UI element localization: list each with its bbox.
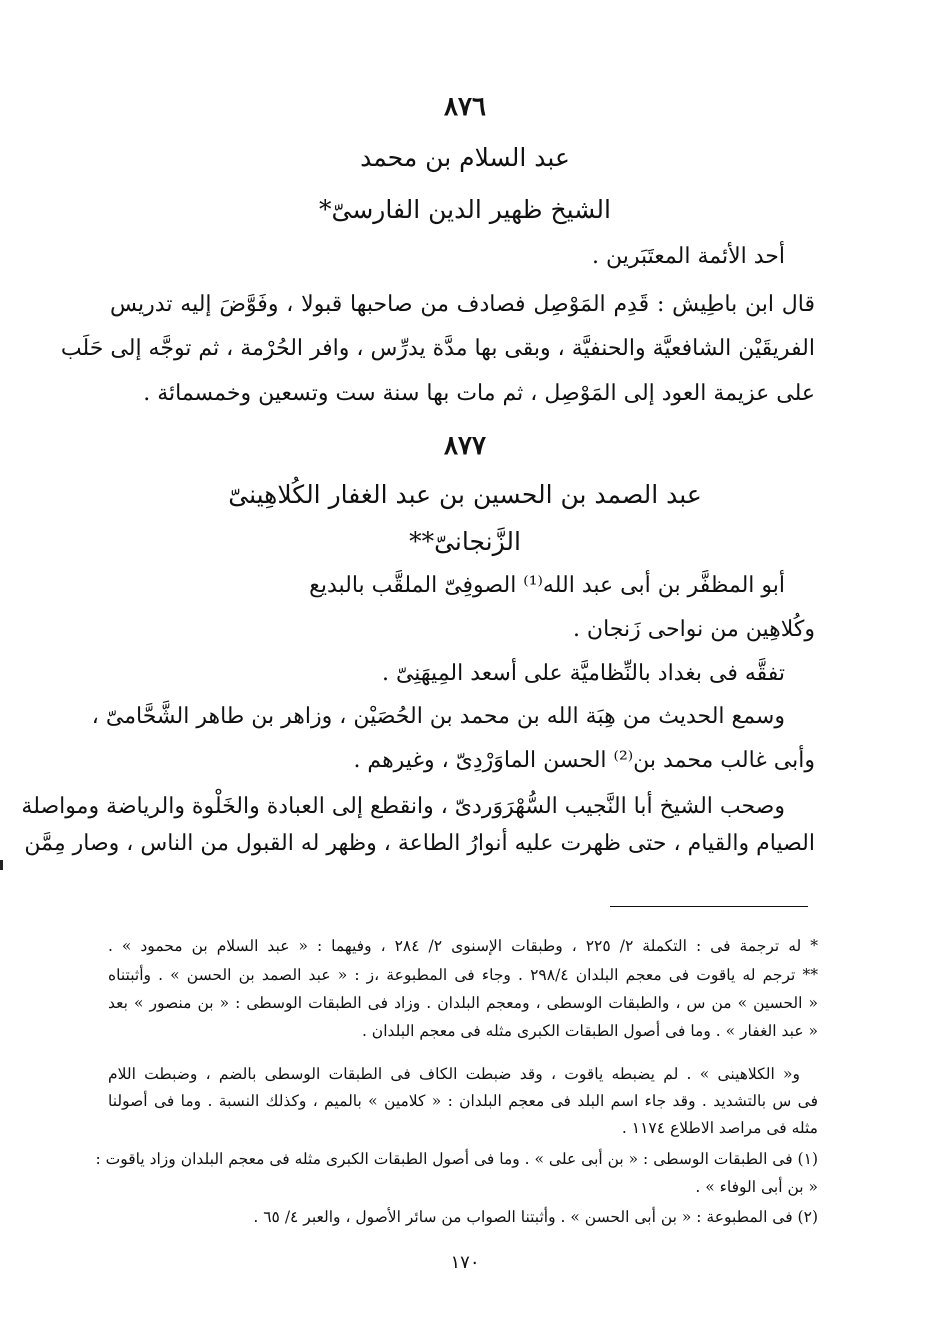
entry-877-number: ٨٧٧ (444, 431, 486, 461)
entry-876-title: الشيخ ظهير الدين الفارسىّ* (318, 195, 611, 224)
entry-877-line-3: تفقَّه فى بغداد بالنِّظاميَّة على أسعد المِيهَنِىّ . (381, 661, 785, 686)
entry-877-line-1: أبو المظفَّر بن أبى عبد الله⁽¹⁾ الصوفِىّ الملقَّب بالبديع (309, 573, 785, 598)
entry-876-line-4: على عزيمة العود إلى المَوْصِل ، ثم مات بها سنة ست وتسعين وخمسمائة . (143, 381, 815, 406)
entry-877-name: عبد الصمد بن الحسين بن عبد الغفار الكُلاهِينىّ (228, 480, 702, 509)
entry-876-number: ٨٧٦ (444, 92, 486, 122)
footnote-1: (١) فى الطبقات الوسطى : « بن أبى على » . وما فى أصول الطبقات الكبرى مثله فى معجم البلدان وزاد ياقوت : (95, 1150, 818, 1168)
footnote-star-2-cont-3: و« الكلاهينى » . لم يضبطه ياقوت ، وقد ضبطت الكاف فى الطبقات الوسطى بالضم ، وضبطت اللام (108, 1065, 800, 1083)
entry-876-line-3: الفريقَيْن الشافعيَّة والحنفيَّة ، وبقى بها مدَّة يدرِّس ، وافر الحُرْمة ، ثم توجَّه إلى حَلَب (60, 336, 815, 361)
scan-edge-mark (0, 860, 3, 870)
footnote-star-1: * له ترجمة فى : التكملة ٢/ ٢٢٥ ، وطبقات الإسنوى ٢/ ٢٨٤ ، وفيهما : « عبد السلام بن محمود » . (108, 937, 818, 955)
entry-876-line-2: قال ابن باطِيش : قَدِم المَوْصِل فصادف من صاحبها قبولا ، وفَوَّضَ إليه تدريس (110, 292, 815, 317)
entry-876-name: عبد السلام بن محمد (360, 143, 570, 172)
footnote-star-2: ** ترجم له ياقوت فى معجم البلدان ٢٩٨/٤ . وجاء فى المطبوعة ،ز : « عبد الصمد بن الحسن » . وأثبتناه (108, 966, 818, 984)
entry-877-line-6: وصحب الشيخ أبا النَّجيب السُّهْرَوَردىّ ، وانقطع إلى العبادة والخَلْوة والرياضة ومواصلة (21, 794, 785, 819)
entry-876-line-1: أحد الأئمة المعتَبَرين . (592, 244, 785, 269)
entry-877-line-2: وكُلاهِين من نواحى زَنجان . (572, 617, 815, 642)
entry-877-line-4: وسمع الحديث من هِبَة الله بن محمد بن الحُصَيْن ، وزاهر بن طاهر الشَّحَّامىّ ، (91, 704, 785, 729)
footnote-2: (٢) فى المطبوعة : « بن أبى الحسن » . وأثبتنا الصواب من سائر الأصول ، والعبر ٤/ ٦٥ . (253, 1208, 818, 1226)
footnote-star-2-cont-1: « الحسين » من س ، والطبقات الوسطى ، ومعجم البلدان . وزاد فى الطبقات الوسطى : « بن منصور » بعد (108, 994, 818, 1012)
entry-877-line-5: وأبى غالب محمد بن⁽²⁾ الحسن الماوَرْدِىّ ، وغيرهم . (353, 748, 815, 773)
footnote-1-cont: « بن أبى الوفاء » . (695, 1178, 818, 1196)
footnote-separator (610, 906, 808, 907)
footnote-star-2-cont-4: فى س بالتشديد . وقد جاء اسم البلد فى معجم البلدان : « كلامين » بالميم ، وكذلك النسبة . وما فى أصولنا (108, 1092, 818, 1110)
footnote-star-2-cont-2: « عبد الغفار » . وما فى أصول الطبقات الكبرى مثله فى معجم البلدان . (361, 1022, 818, 1040)
footnote-star-2-cont-5: مثله فى مراصد الاطلاع ١١٧٤ . (621, 1119, 818, 1137)
entry-877-nisba: الزَّنجانىّ** (409, 527, 521, 556)
page-number: ١٧٠ (450, 1252, 480, 1273)
entry-877-line-7: الصيام والقيام ، حتى ظهرت عليه أنوارُ الطاعة ، وظهر له القبول من الناس ، وصار مِمَّن (24, 831, 815, 856)
